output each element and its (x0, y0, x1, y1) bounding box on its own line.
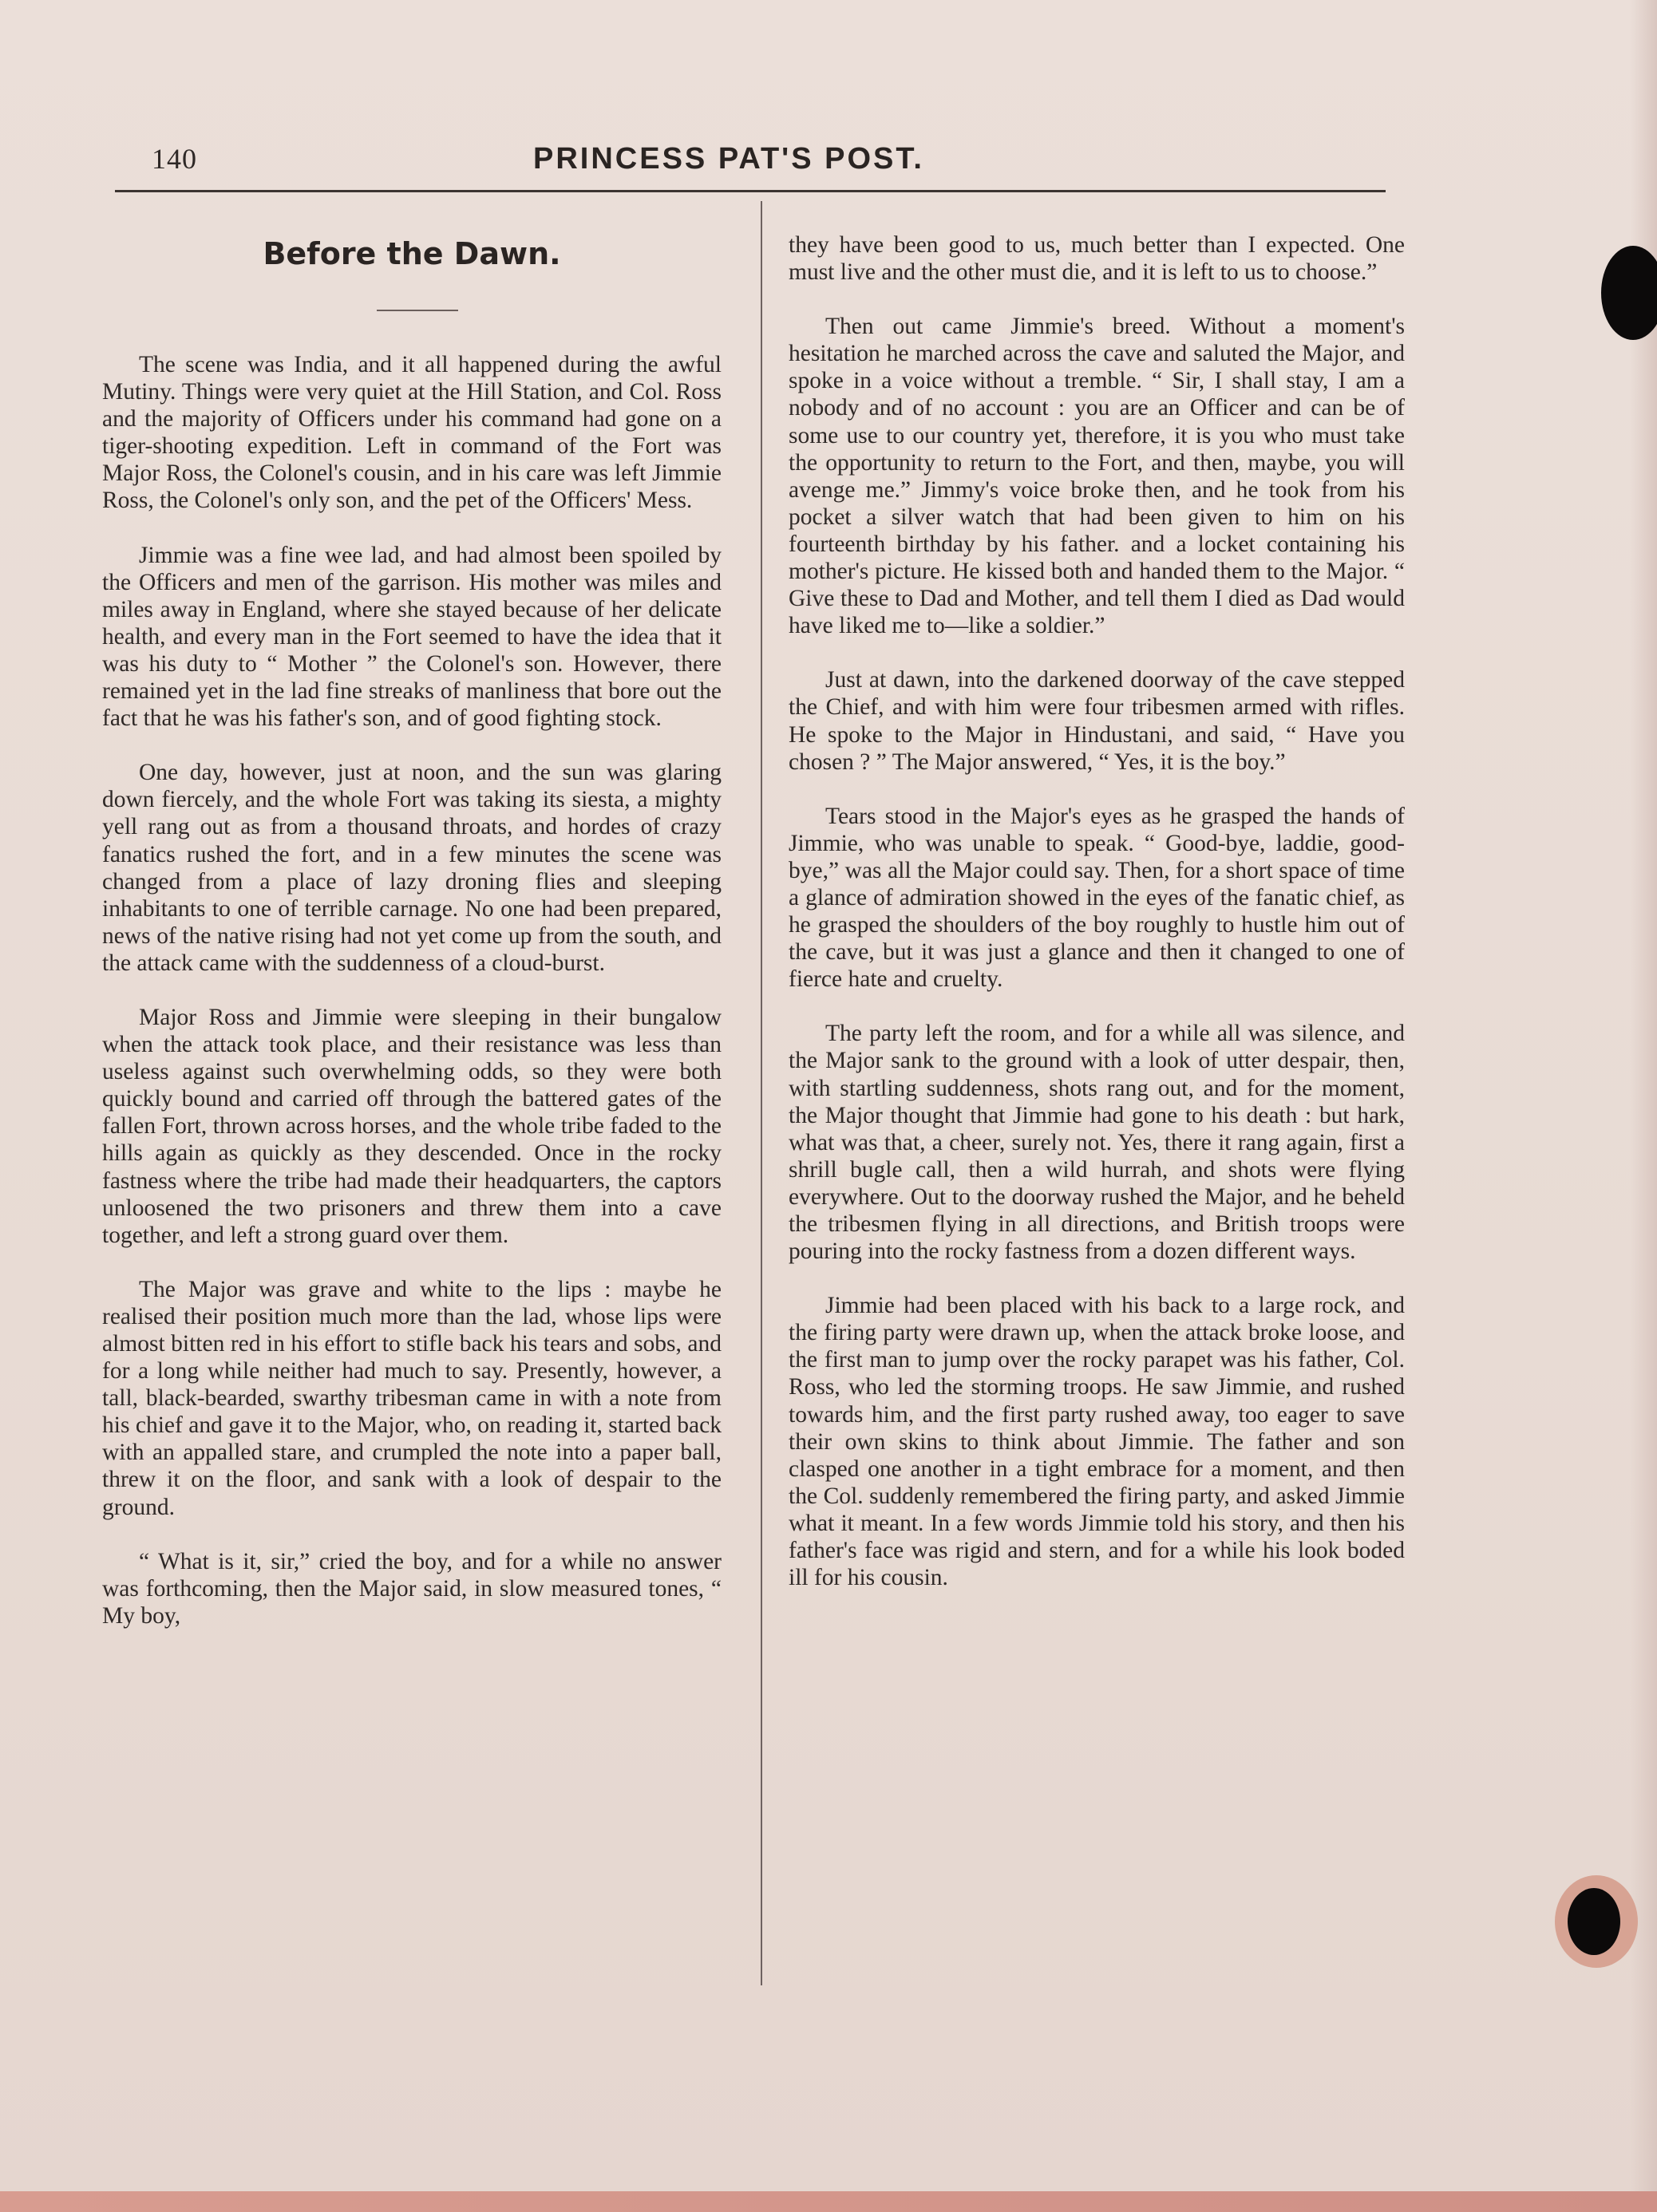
paragraph: they have been good to us, much better than I expected. One must live and the other must die, and it is left to us to choose.” (789, 232, 1405, 286)
page-number: 140 (152, 143, 197, 175)
title-rule (377, 310, 458, 311)
paragraph: One day, however, just at noon, and the sun was glaring down fiercely, and the whole Fort was taking its siesta, a mighty yell rang out as from a thousand throats, and hordes of crazy fanatics rushed the fort, and in a few minutes the scene was changed from a place of lazy droning flies and sleeping inhabitants to one of terrible carnage. No one had been prepared, news of the native rising had not yet come up from the south, and the attack came with the suddenness of a cloud-burst. (102, 760, 722, 976)
paragraph: The party left the room, and for a while all was silence, and the Major sank to the ground with a look of utter despair, then, with startling suddenness, shots rang out, and for the moment, the Major thought that Jimmie had gone to his death : but hark, what was that, a cheer, surely not. Yes, there it rang again, first a shrill bugle call, then a wild hurrah, and shots were flying everywhere. Out to the doorway rushed the Major, and he beheld the tribesmen flying in all directions, and British troops were pouring into the rocky fastness from a dozen different ways. (789, 1021, 1405, 1265)
page-bottom-strip (0, 2191, 1657, 2212)
paragraph: Tears stood in the Major's eyes as he grasped the hands of Jimmie, who was unable to speak. “ Good-bye, laddie, good-bye,” was all the Major could say. Then, for a short space of time a glance of admiration showed in the eyes of the fanatic chief, as he grasped the shoulders of the boy roughly to hustle him out of the cave, but it was just a glance and then it changed to one of fierce hate and cruelty. (789, 803, 1405, 993)
punch-hole-top (1601, 246, 1657, 340)
paragraph: The Major was grave and white to the lips : maybe he realised their position much more than the lad, whose lips were almost bitten red in his effort to stifle back his tears and sobs, and for a long while neither had much to say. Presently, however, a tall, black-bearded, swarthy tribesman came in with a note from his chief and gave it to the Major, who, on reading it, started back with an appalled stare, and crumpled the note into a paper ball, threw it on the floor, and sank with a look of despair to the ground. (102, 1276, 722, 1520)
header-rule (115, 190, 1386, 192)
column-divider (761, 201, 762, 1985)
left-column (102, 351, 722, 1629)
right-column (789, 231, 1405, 1591)
paragraph: Then out came Jimmie's breed. Without a moment's hesitation he marched across the cave and saluted the Major, and spoke in a voice without a tremble. “ Sir, I shall stay, I am a nobody and of no account : you are an Officer and can be of some use to our country yet, therefore, it is you who must take the opportunity to return to the Fort, and then, maybe, you will avenge me.” Jimmy's voice broke then, and he took from his pocket a silver watch that had been given to him on his fourteenth birthday by his father. and a locket containing his mother's picture. He kissed both and handed them to the Major. “ Give these to Dad and Mother, and tell them I died as Dad would have liked me to—like a soldier.” (789, 314, 1405, 639)
paragraph: Major Ross and Jimmie were sleeping in their bungalow when the attack took place, and their resistance was less than useless against such overwhelming odds, so they were both quickly bound and carried off through the battered gates of the fallen Fort, thrown across horses, and the whole tribe faded to the hills again as quickly as they descended. Once in the rocky fastness where the tribe had made their headquarters, the captors unloosened the two prisoners and threw them into a cave together, and left a strong guard over them. (102, 1004, 722, 1248)
paragraph: Jimmie was a fine wee lad, and had almost been spoiled by the Officers and men of the garrison. His mother was miles and miles away in England, where she stayed because of her delicate health, and every man in the Fort seemed to have the idea that it was his duty to “ Mother ” the Colonel's son. However, there remained yet in the lad fine streaks of manliness that bore out the fact that he was his father's son, and of good fighting stock. (102, 542, 722, 732)
paragraph: Just at dawn, into the darkened doorway of the cave stepped the Chief, and with him were four tribesmen armed with rifles. He spoke to the Major in Hindustani, and said, “ Have you chosen ? ” The Major answered, “ Yes, it is the boy.” (789, 667, 1405, 775)
punch-hole-bottom (1568, 1888, 1620, 1955)
publication-title: PRINCESS PAT'S POST. (533, 142, 924, 176)
paragraph: “ What is it, sir,” cried the boy, and for a while no answer was forthcoming, then the Major said, in slow measured tones, “ My boy, (102, 1548, 722, 1629)
paragraph: The scene was India, and it all happened during the awful Mutiny. Things were very quiet at the Hill Station, and Col. Ross and the majority of Officers under his command had gone on a tiger-shooting expedition. Left in command of the Fort was Major Ross, the Colonel's cousin, and in his care was left Jimmie Ross, the Colonel's only son, and the pet of the Officers' Mess. (102, 352, 722, 514)
paragraph: Jimmie had been placed with his back to a large rock, and the firing party were drawn up, when the attack broke loose, and the first man to jump over the rocky parapet was his father, Col. Ross, who led the storming troops. He saw Jimmie, and rushed towards him, and the first party rushed away, too eager to save their own skins to think about Jimmie. The father and son clasped one another in a tight embrace for a moment, and then the Col. suddenly remembered the firing party, and asked Jimmie what it meant. In a few words Jimmie told his story, and then his father's face was rigid and stern, and for a while his look boded ill for his cousin. (789, 1293, 1405, 1591)
story-title: Before the Dawn. (263, 236, 561, 271)
